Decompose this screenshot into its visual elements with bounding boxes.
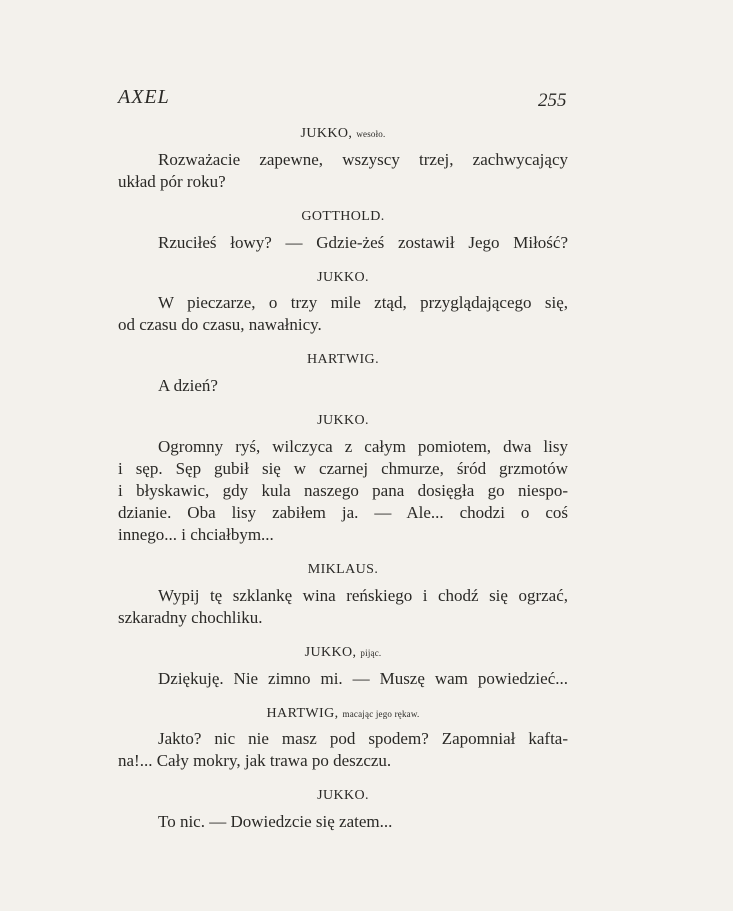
speaker-heading xyxy=(118,126,568,143)
speech-line: W pieczarze, o trzy mile ztąd, przyglądającego się, xyxy=(158,293,568,313)
speaker-name: MIKLAUS. xyxy=(307,561,379,577)
speaker-heading xyxy=(118,706,568,723)
stage-direction: pijąc. xyxy=(360,647,382,658)
speech-line: szkaradny chochliku. xyxy=(118,607,263,627)
speech-line: Rozważacie zapewne, wszyscy trzej, zachwycający xyxy=(158,149,568,169)
speaker-name: JUKKO. xyxy=(317,788,369,804)
speaker-heading xyxy=(118,270,568,287)
speech-4 xyxy=(118,352,568,397)
speech-line: i sęp. Sęp gubił się w czarnej chmurze, śród grzmotów xyxy=(118,458,568,478)
speech-5 xyxy=(118,413,568,546)
stage-direction: wesoło. xyxy=(356,129,386,139)
speaker-name: HARTWIG, xyxy=(266,705,339,721)
speaker-heading xyxy=(118,413,568,430)
speech-1 xyxy=(118,126,568,193)
speaker-heading xyxy=(118,788,568,805)
speaker-heading xyxy=(118,645,568,662)
speech-line: dzianie. Oba lisy zabiłem ja. — Ale... chodzi o coś xyxy=(118,502,568,522)
speaker-heading xyxy=(118,352,568,369)
speech-line: Wypij tę szklankę wina reńskiego i chodź się ogrzać, xyxy=(158,585,568,605)
speech-line: układ pór roku? xyxy=(118,171,226,191)
speech-line: To nic. — Dowiedzcie się zatem... xyxy=(158,812,393,832)
speaker-name: GOTTHOLD. xyxy=(301,208,385,224)
speech-line: Ogromny ryś, wilczyca z całym pomiotem, dwa lisy xyxy=(158,436,568,456)
speaker-name: JUKKO, xyxy=(304,644,357,660)
speech-line: Jakto? nic nie masz pod spodem? Zapomniał kafta- xyxy=(158,729,568,749)
running-title: AXEL xyxy=(118,86,170,108)
speaker-name: JUKKO. xyxy=(317,269,369,285)
speech-9 xyxy=(118,788,568,833)
speech-line: Rzuciłeś łowy? — Gdzie-żeś zostawił Jego Miłość? xyxy=(158,232,568,252)
dialogue-block xyxy=(118,126,568,849)
stage-direction: macając jego rękaw. xyxy=(342,708,420,719)
speaker-name: HARTWIG. xyxy=(307,352,379,368)
speech-line: od czasu do czasu, nawałnicy. xyxy=(118,315,322,335)
speech-8 xyxy=(118,706,568,773)
speech-line: innego... i chciałbym... xyxy=(118,524,274,544)
speech-line: Dziękuję. Nie zimno mi. — Muszę wam powiedzieć... xyxy=(158,668,568,688)
speaker-heading xyxy=(118,209,568,226)
speech-line: A dzień? xyxy=(158,376,218,396)
speech-2 xyxy=(118,209,568,254)
page-number: 255 xyxy=(538,90,567,111)
speech-line: i błyskawic, gdy kula naszego pana dosięgła go niespo- xyxy=(118,480,568,500)
speech-line: na!... Cały mokry, jak trawa po deszczu. xyxy=(118,751,392,771)
speech-6 xyxy=(118,562,568,629)
speaker-name: JUKKO, xyxy=(300,126,353,141)
speaker-heading xyxy=(118,562,568,579)
speaker-name: JUKKO. xyxy=(317,413,369,429)
speech-7 xyxy=(118,645,568,690)
speech-3 xyxy=(118,270,568,337)
